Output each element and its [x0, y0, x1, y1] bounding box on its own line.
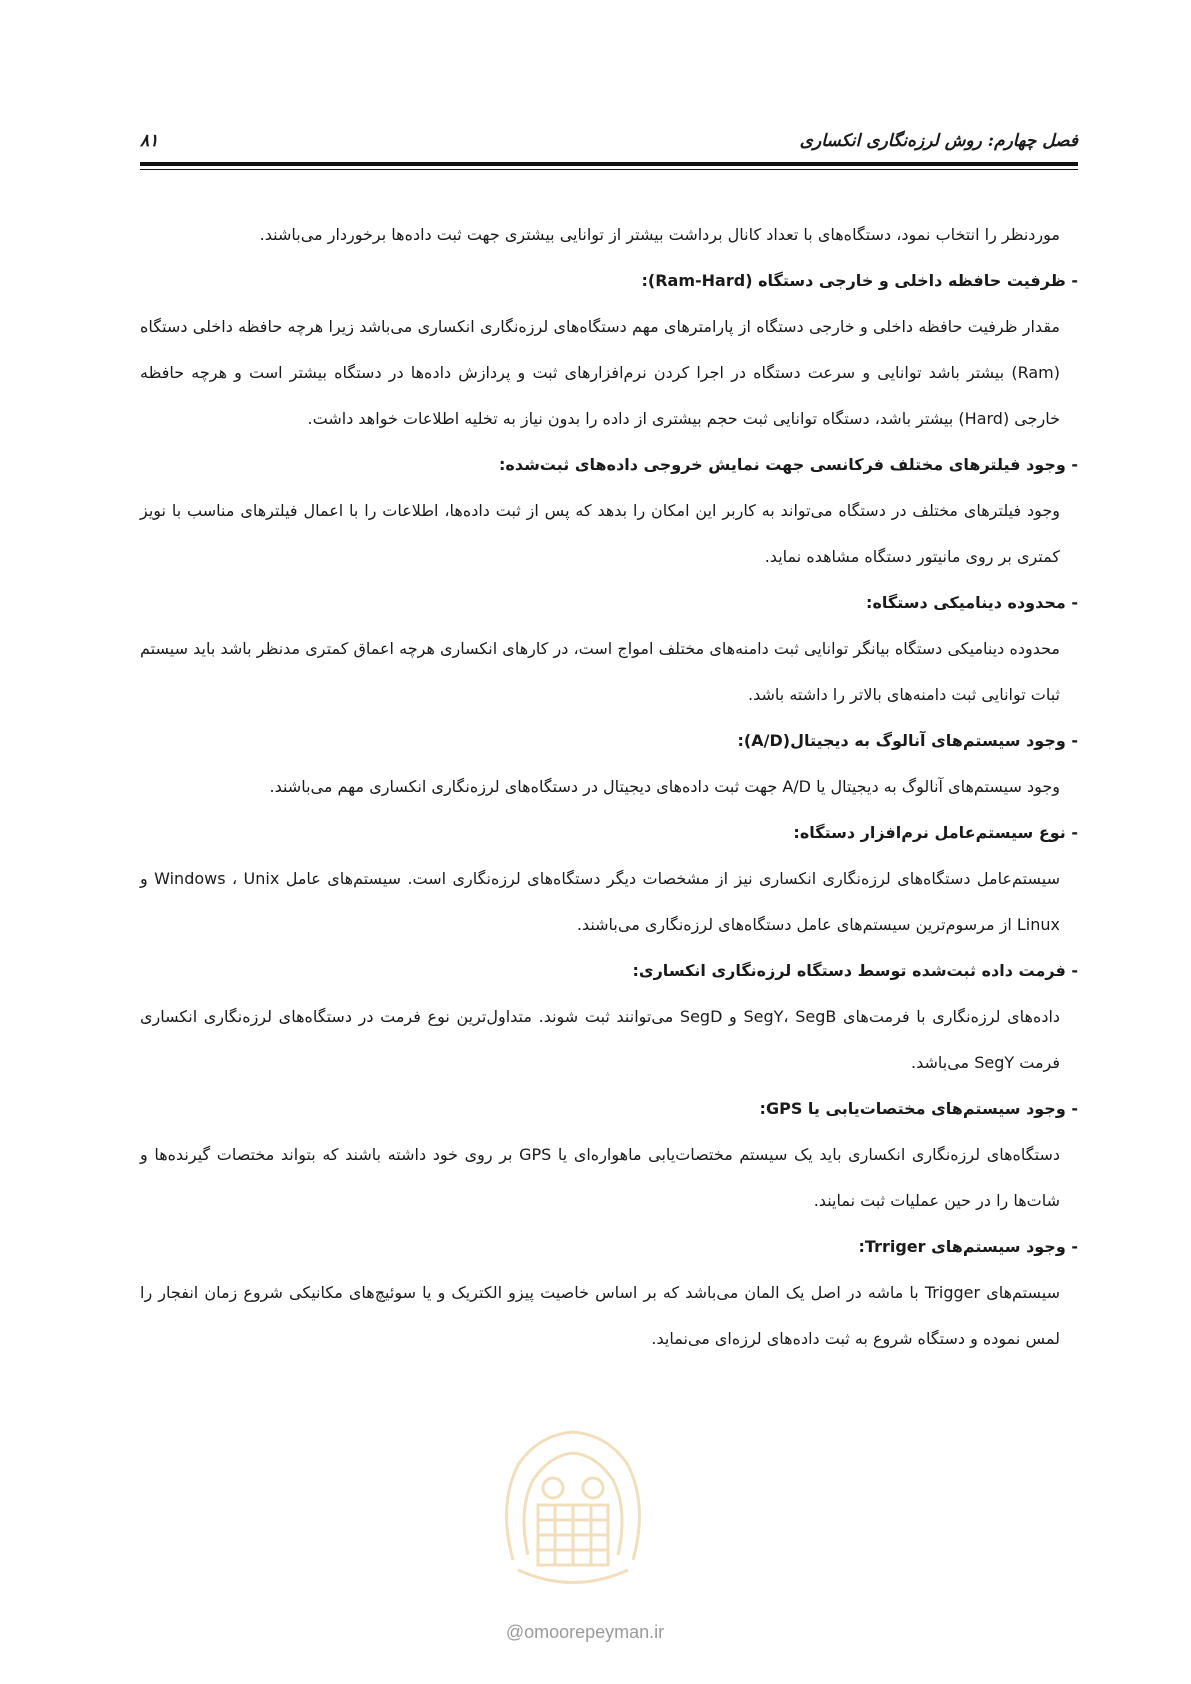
section-heading-trigger: - وجود سیستم‌های Trriger: [858, 1237, 1078, 1256]
paragraph: مقدار ظرفیت حافظه داخلی و خارجی دستگاه از پارامترهای مهم دستگاه‌های لرزه‌نگاری انکساری می‌باشد زیرا هرچه حافظه داخلی دستگاه (Ram) بیشتر باشد توانایی و سرعت دستگاه در اجرا کردن نرم‌افزارهای ثبت و پردازش داده‌ها در دستگاه بیشتر است و هرچه حافظه خارجی (Hard) بیشتر باشد، دستگاه توانایی ثبت حجم بیشتری از داده را بدون نیاز به تخلیه اطلاعات خواهد داشت. [140, 317, 1060, 428]
page-number: ۸۱ [140, 131, 159, 151]
section-heading-format: - فرمت داده ثبت‌شده توسط دستگاه لرزه‌نگاری انکساری: [632, 961, 1078, 980]
paragraph: وجود فیلترهای مختلف در دستگاه می‌تواند به کاربر این امکان را بدهد که پس از ثبت داده‌ها، اطلاعات را با اعمال فیلترهای مناسب با نویز کمتری بر روی مانیتور دستگاه مشاهده نماید. [140, 501, 1060, 566]
section-heading-os: - نوع سیستم‌عامل نرم‌افزار دستگاه: [793, 823, 1078, 842]
chapter-title: فصل چهارم: روش لرزه‌نگاری انکساری [799, 131, 1078, 151]
paragraph: سیستم‌عامل دستگاه‌های لرزه‌نگاری انکساری نیز از مشخصات دیگر دستگاه‌های لرزه‌نگاری است. سیستم‌های عامل Windows ، Unix و Linux از مرسوم‌ترین سیستم‌های عامل دستگاه‌های لرزه‌نگاری می‌باشند. [140, 869, 1060, 934]
header-rule-thick [140, 162, 1078, 166]
paragraph: موردنظر را انتخاب نمود، دستگاه‌های با تعداد کانال برداشت بیشتر از توانایی بیشتری جهت ثبت داده‌ها برخوردار می‌باشند. [259, 225, 1060, 244]
paragraph: داده‌های لرزه‌نگاری با فرمت‌های SegY، SegB و SegD می‌توانند ثبت شوند. متداول‌ترین نوع فرمت در دستگاه‌های لرزه‌نگاری انکساری فرمت SegY می‌باشد. [140, 1007, 1061, 1072]
section-heading-filters: - وجود فیلترهای مختلف فرکانسی جهت نمایش خروجی داده‌های ثبت‌شده: [498, 455, 1078, 474]
paragraph: وجود سیستم‌های آنالوگ به دیجیتال یا A/D جهت ثبت داده‌های دیجیتال در دستگاه‌های لرزه‌نگاری انکساری مهم می‌باشند. [269, 777, 1060, 796]
paragraph: سیستم‌های Trigger با ماشه در اصل یک المان می‌باشد که بر اساس خاصیت پیزو الکتریک و یا سوئیچ‌های مکانیکی شروع زمان انفجار را لمس نموده و دستگاه شروع به ثبت داده‌های لرزه‌ای می‌نماید. [140, 1283, 1061, 1348]
section-heading-memory: - ظرفیت حافظه داخلی و خارجی دستگاه (Ram-Hard): [641, 271, 1078, 290]
body-text [140, 212, 1078, 1362]
watermark-seal-icon [478, 1410, 668, 1600]
watermark-url: @omoorepeyman.ir [505, 1622, 665, 1642]
section-heading-ad: - وجود سیستم‌های آنالوگ به دیجیتال(A/D): [737, 731, 1078, 750]
running-head [140, 128, 1078, 158]
section-heading-gps: - وجود سیستم‌های مختصات‌یابی یا GPS: [759, 1099, 1078, 1118]
paragraph: دستگاه‌های لرزه‌نگاری انکساری باید یک سیستم مختصات‌یابی ماهواره‌ای یا GPS بر روی خود داشته باشند که بتواند مختصات گیرنده‌ها و شات‌ها را در حین عملیات ثبت نمایند. [140, 1145, 1061, 1210]
header-rule-thin [140, 169, 1078, 170]
section-heading-dynamic-range: - محدوده دینامیکی دستگاه: [866, 593, 1078, 612]
paragraph: محدوده دینامیکی دستگاه بیانگر توانایی ثبت دامنه‌های مختلف امواج است، در کارهای انکساری هرچه اعماق کمتری مدنظر باشد باید سیستم ثبات توانایی ثبت دامنه‌های بالاتر را داشته باشد. [140, 639, 1060, 704]
